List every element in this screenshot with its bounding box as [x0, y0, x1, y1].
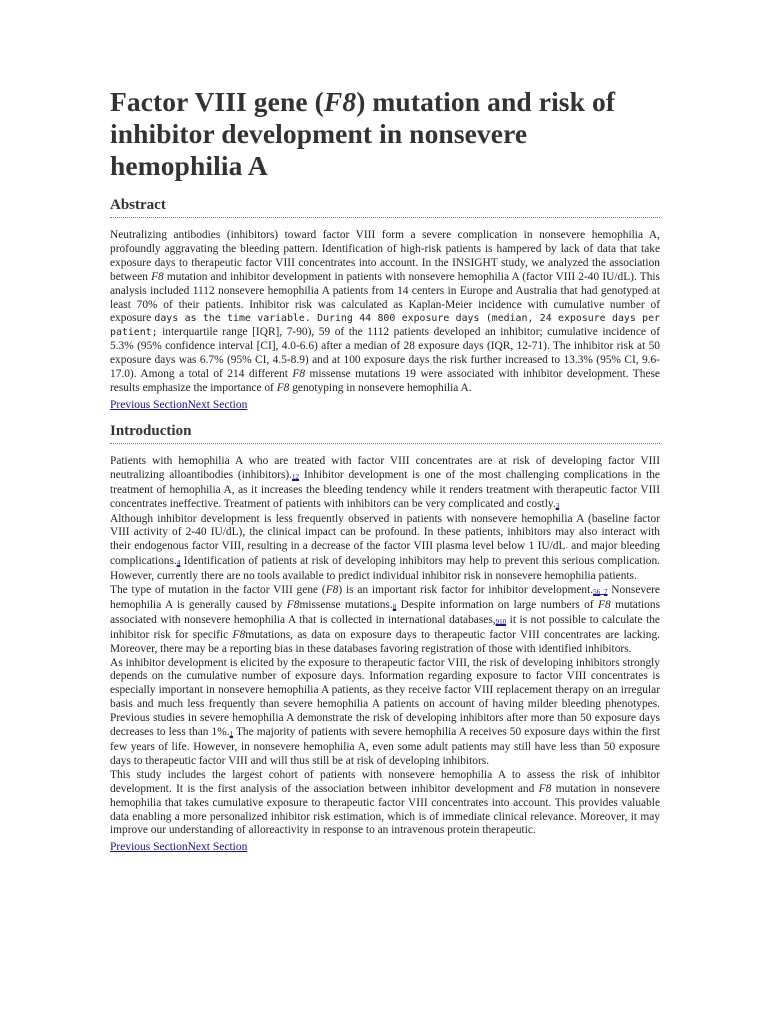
reference-number: 7 — [603, 588, 608, 597]
reference-link[interactable] — [292, 469, 299, 481]
reference-number: 1 — [292, 472, 296, 481]
intro-text: it is not possible to calculate the inhibitor risk for specific — [110, 613, 660, 641]
previous-section-link[interactable]: Previous Section — [110, 841, 188, 854]
reference-link[interactable] — [593, 584, 607, 596]
intro-text: Despite information on large numbers of — [396, 598, 599, 611]
gene-name: F8 — [151, 270, 164, 283]
abstract-text: days as the time variable. During 44 800 exposure days (median, 24 exposure days per patient; — [110, 313, 661, 339]
previous-section-link[interactable]: Previous Section — [110, 398, 188, 411]
intro-text: This study includes the largest cohort of patients with nonsevere hemophilia A to assess the risk of inhibitor development. It is the first analysis of the association between inhibitor development and — [110, 768, 660, 795]
intro-text: Although inhibitor development is less frequently observed in patients with nonsevere hemophilia A (baseline factor VIII activity of 2-40 IU/dL), the clinical impact can be profound. In these patients, inhibitors may also interact with their endogenous factor VIII, resulting in a decrease of the factor VIII plasma level below 1 IU/dL — [110, 512, 660, 553]
reference-link[interactable] — [496, 614, 507, 626]
intro-text: Identification of patients at risk of developing inhibitors may help to prevent this serious complication. However, currently there are no tools available to predict individual inhibitor risk in nonsevere hemophilia patients. — [110, 555, 660, 583]
reference-number: 6 — [596, 588, 601, 597]
reference-number: 4 — [176, 559, 181, 568]
introduction-heading: Introduction — [110, 422, 660, 444]
gene-name: F8 — [538, 782, 552, 795]
abstract-heading: Abstract — [110, 196, 660, 218]
intro-text: ) is an important risk factor for inhibitor development. — [338, 584, 594, 597]
reference-number: 5 — [593, 588, 597, 597]
abstract-paragraph — [110, 229, 660, 396]
reference-number: 1 — [229, 730, 234, 739]
intro-paragraph-2 — [110, 513, 660, 585]
gene-name: F8 — [598, 598, 611, 611]
introduction-section-nav — [110, 840, 660, 854]
article-title — [110, 86, 660, 182]
intro-paragraph-1 — [110, 455, 660, 513]
intro-text: As inhibitor development is elicited by the exposure to therapeutic factor VIII, the risk of developing inhibitors strongly depends on the cumulative number of exposure days. Information regarding exposure to factor VIII concentrates is especially important in nonsevere hemophilia A patients, as they receive factor VIII replacement therapy on an irregular basis and much less frequently than severe hemophilia A patients on account of having milder bleeding phenotypes. Previous studies in severe hemophilia A demonstrate the risk of developing inhibitors after more than 50 exposure days decreases to less than 1%. — [110, 656, 660, 739]
intro-paragraph-3 — [110, 584, 660, 657]
reference-number: 3 — [555, 501, 560, 510]
reference-number: 10 — [499, 617, 507, 626]
abstract-text: missense mutations 19 were associated with inhibitor development. These results emphasize the importance of — [110, 368, 660, 394]
intro-text: mutations associated with nonsevere hemophilia A that is collected in international databases, — [110, 598, 661, 626]
abstract-text: Neutralizing antibodies (inhibitors) toward factor VIII form a severe complication in nonsevere hemophilia A, profoundly aggravating the bleeding pattern. Identification of high-risk patients is hampered by lack of data that take exposure days to therapeutic factor VIII concentrates into account. In the INSIGHT study, we analyzed the association between — [110, 229, 660, 283]
intro-paragraph-4 — [110, 657, 660, 769]
next-section-link[interactable]: Next Section — [187, 841, 248, 854]
title-text-2: ) mutation and risk of inhibitor development in nonsevere hemophilia A — [110, 86, 616, 181]
abstract-text: interquartile range [IQR], 7-90), 59 of the 1112 patients developed an inhibitor; cumulative incidence of 5.3% (95% confidence interval [CI], 4.0-6.6) after a median of 28 exposure days (IQR, 12-71). The inhibitor risk at 50 exposure days was 6.7% (95% CI, 4.5-8.9) and at 100 exposure days the risk further increased to 13.3% (95% CI, 9.6-17.0). Among a total of 214 different — [110, 326, 660, 381]
intro-text: and major bleeding complications. — [110, 540, 660, 568]
gene-name: F8 — [276, 381, 290, 394]
reference-number: 2 — [295, 472, 300, 481]
intro-text: Patients with hemophilia A who are treated with factor VIII concentrates are at risk of developing factor VIII neutralizing alloantibodies (inhibitors). — [110, 454, 660, 481]
title-gene: F8 — [323, 86, 357, 117]
intro-text: mutation in nonsevere hemophilia that takes cumulative exposure to therapeutic factor VIII concentrates into account. This provides valuable data enabling a more personalized inhibitor risk estimation, which is of immediate clinical relevance. Moreover, it may improve our understanding of alloreactivity in response to an intravenous protein therapeutic. — [110, 782, 660, 837]
abstract-section-nav — [110, 398, 660, 412]
reference-number: 9 — [495, 617, 500, 626]
title-text-1: Factor VIII gene ( — [110, 86, 324, 117]
abstract-text: genotyping in nonsevere hemophilia A. — [289, 381, 472, 394]
gene-name: F8 — [286, 598, 300, 611]
intro-text: mutations, as data on exposure days to therapeutic factor VIII concentrates are lacking. Moreover, there may be a reporting bias in these databases favoring registration of those with identified inhibitors. — [110, 628, 660, 655]
intro-text: missense mutations. — [299, 598, 393, 611]
intro-paragraph-5 — [110, 769, 660, 839]
intro-text: Inhibitor development is one of the most challenging complications in the treatment of hemophilia A, as it increases the bleeding tendency while it renders treatment with therapeutic factor VIII concentrates ineffective. Treatment of patients with inhibitors can be very complicated and costly. — [110, 468, 660, 510]
gene-name: F8 — [325, 584, 339, 597]
intro-text: The type of mutation in the factor VIII gene ( — [110, 584, 326, 597]
gene-name: F8 — [292, 368, 306, 381]
abstract-text: mutation and inhibitor development in patients with nonsevere hemophilia A (factor VIII 2-40 IU/dL). This analysis included 1112 nonsevere hemophilia A patients from 14 centers in Europe and Australia that had genotyped at least 70% of their patients. Inhibitor risk was calculated as Kaplan-Meier incidence with cumulative number of exposure — [110, 270, 660, 325]
intro-text: The majority of patients with severe hemophilia A receives 50 exposure days within the first few years of life. However, in nonsevere hemophilia A, even some adult patients may still have less than 50 exposure days to therapeutic factor VIII and will thus still be at risk of developing inhibitors. — [110, 726, 660, 767]
intro-text: Nonsevere hemophilia A is generally caused by — [110, 584, 660, 611]
reference-link[interactable] — [556, 498, 560, 510]
reference-number: 8 — [392, 602, 397, 611]
gene-name: F8 — [232, 628, 246, 641]
next-section-link[interactable]: Next Section — [187, 398, 248, 411]
intro-text: · — [565, 544, 568, 553]
